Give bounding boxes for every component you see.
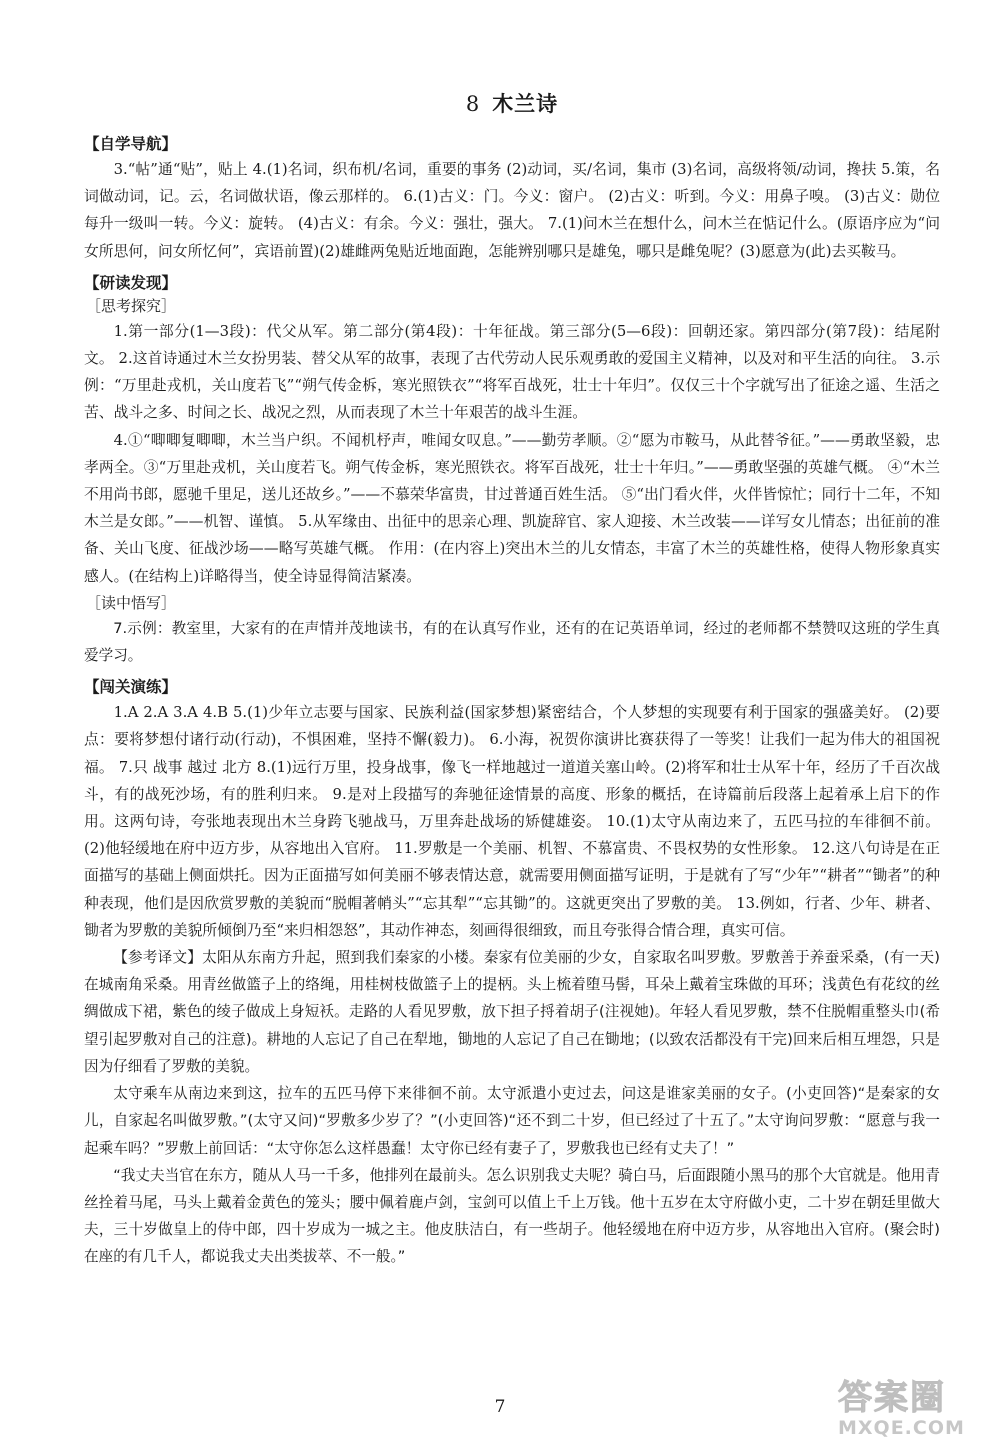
section-heading-chuangguan: 【闯关演练】 — [84, 677, 178, 697]
page-number: 7 — [494, 1397, 506, 1417]
paragraph-zixue: 3.“帖”通“贴”，贴上 4.(1)名词，织布机/名词，重要的事务 (2)动词，买/名词，集市 (3)名词，高级将领/动词，搀扶 5.策，名词做动词，记。云，名词做状语，像云那样的。 6.(1)古义：门。今义：窗户。 (2)古义：听到。今义：用鼻子嗅。 (3)古义：勋位每升一级叫一转。今义：旋转。 (4)古义：有余。今义：强壮，强大。 7.(1)问木兰在想什么，问木兰在惦记什么。(原语序应为“问女所思何，问女所忆何”，宾语前置)(2)雄雌两兔贴近地面跑，怎能辨别哪只是雄兔，哪只是雌兔呢？(3)愿意为(此)去买鞍马。 — [84, 161, 940, 260]
subsection-heading-duzhong: ［读中悟写］ — [86, 593, 177, 612]
watermark-logo-text: 答案圈 — [838, 1378, 946, 1418]
page-content — [84, 88, 940, 1271]
paragraph-translation-1: 【参考译文】太阳从东南方升起，照到我们秦家的小楼。秦家有位美丽的少女，自家取名叫罗敷。罗敷善于养蚕采桑，(有一天)在城南角采桑。用青丝做篮子上的络绳，用桂树枝做篮子上的提柄。头上梳着堕马髻，耳朵上戴着宝珠做的耳环；浅黄色有花纹的丝绸做成下裙，紫色的绫子做成上身短袄。走路的人看见罗敷，放下担子捋着胡子(注视她)。年轻人看见罗敷，禁不住脱帽重整头巾(希望引起罗敷对自己的注意)。耕地的人忘记了自己在犁地，锄地的人忘记了自己在锄地；(以致农活都没有干完)回来后相互埋怨，只是因为仔细看了罗敷的美貌。 — [84, 949, 940, 1075]
paragraph-translation-2: 太守乘车从南边来到这，拉车的五匹马停下来徘徊不前。太守派遣小吏过去，问这是谁家美丽的女子。(小吏回答)“是秦家的女儿，自家起名叫做罗敷。”(太守又问)“罗敷多少岁了？”(小吏回答)“还不到二十岁，但已经过了十五了。”太守询问罗敷：“愿意与我一起乘车吗？”罗敷上前回话：“太守你怎么这样愚蠢！太守你已经有妻子了，罗敷我也已经有丈夫了！” — [84, 1085, 940, 1157]
paragraph-duzhong: 7.示例：教室里，大家有的在声情并茂地读书，有的在认真写作业，还有的在记英语单词，经过的老师都不禁赞叹这班的学生真爱学习。 — [84, 619, 940, 665]
paragraph-sikao-2: 4.①“唧唧复唧唧，木兰当户织。不闻机杼声，唯闻女叹息。”——勤劳孝顺。②“愿为市鞍马，从此替爷征。”——勇敢坚毅，忠孝两全。③“万里赴戎机，关山度若飞。朔气传金柝，寒光照铁衣。将军百战死，壮士十年归。”——勇敢坚强的英雄气概。 ④“木兰不用尚书郎，愿驰千里足，送儿还故乡。”——不慕荣华富贵，甘过普通百姓生活。 ⑤“出门看火伴，火伴皆惊忙；同行十二年，不知木兰是女郎。”——机智、谨慎。 5.从军缘由、出征中的思亲心理、凯旋辞官、家人迎接、木兰改装——详写女儿情态；出征前的准备、关山飞度、征战沙场——略写英雄气概。 作用：(在内容上)突出木兰的儿女情态，丰富了木兰的英雄性格，使得人物形象真实感人。(在结构上)详略得当，使全诗显得简洁紧凑。 — [84, 431, 940, 585]
section-heading-yandu: 【研读发现】 — [84, 272, 178, 292]
paragraph-sikao-1: 1.第一部分(1—3段)：代父从军。第二部分(第4段)：十年征战。第三部分(5—6段)：回朝还家。第四部分(第7段)：结尾附文。 2.这首诗通过木兰女扮男装、替父从军的故事，表现了古代劳动人民乐观勇敢的爱国主义精神，以及对和平生活的向往。 3.示例：“万里赴戎机，关山度若飞”“朔气传金柝，寒光照铁衣”“将军百战死，壮士十年归”。仅仅三十个字就写出了征途之遥、生活之苦、战斗之多、时间之长、战况之烈，从而表现了木兰十年艰苦的战斗生涯。 — [84, 322, 940, 422]
paragraph-translation-3: “我丈夫当官在东方，随从人马一千多，他排列在最前头。怎么识别我丈夫呢？骑白马，后面跟随小黑马的那个大官就是。他用青丝拴着马尾，马头上戴着金黄色的笼头；腰中佩着鹿卢剑，宝剑可以值上千上万钱。他十五岁在太守府做小吏，二十岁在朝廷里做大夫，三十岁做皇上的侍中郎，四十岁成为一城之主。他皮肤洁白，有一些胡子。他轻缓地在府中迈方步，从容地出入官府。(聚会时)在座的有几千人，都说我丈夫出类拔萃、不一般。” — [84, 1166, 940, 1266]
section-heading-zixue: 【自学导航】 — [84, 134, 178, 153]
watermark-url: MXQE.COM — [838, 1417, 965, 1439]
page-title — [84, 88, 940, 118]
subsection-heading-sikao: ［思考探究］ — [86, 296, 177, 315]
watermark-logo — [838, 1378, 998, 1442]
lesson-number: 8 — [465, 92, 481, 116]
paragraph-chuangguan: 1.A 2.A 3.A 4.B 5.(1)少年立志要与国家、民族利益(国家梦想)紧密结合，个人梦想的实现要有利于国家的强盛美好。 (2)要点：要将梦想付诸行动(行动)，不惧困难，坚持不懈(毅力)。 6.小海，祝贺你演讲比赛获得了一等奖！让我们一起为伟大的祖国祝福。 7.只 战事 越过 北方 8.(1)远行万里，投身战事，像飞一样地越过一道道关塞山岭。(2)将军和壮士从军十年，经历了千百次战斗，有的战死沙场，有的胜利归来。 9.是对上段描写的奔驰征途情景的高度、形象的概括，在诗篇前后段落上起着承上启下的作用。这两句诗，夸张地表现出木兰身跨飞驰战马，万里奔赴战场的矫健雄姿。 10.(1)太守从南边来了，五匹马拉的车徘徊不前。 (2)他轻缓地在府中迈方步，从容地出入官府。 11.罗敷是一个美丽、机智、不慕富贵、不畏权势的女性形象。 12.这八句诗是在正面描写的基础上侧面烘托。因为正面描写如何美丽不够表情达意，就需要用侧面描写证明，于是就有了写“少年”“耕者”“锄者”的种种表现，他们是因欣赏罗敷的美貌而“脱帽著帩头”“忘其犁”“忘其锄”的。这就更突出了罗敷的美。 13.例如，行者、少年、耕者、锄者为罗敷的美貌所倾倒乃至“来归相怨怒”，其动作神态，刻画得很细致，而且夸张得合情合理，真实可信。 — [84, 704, 940, 939]
lesson-title: 木兰诗 — [492, 91, 559, 116]
